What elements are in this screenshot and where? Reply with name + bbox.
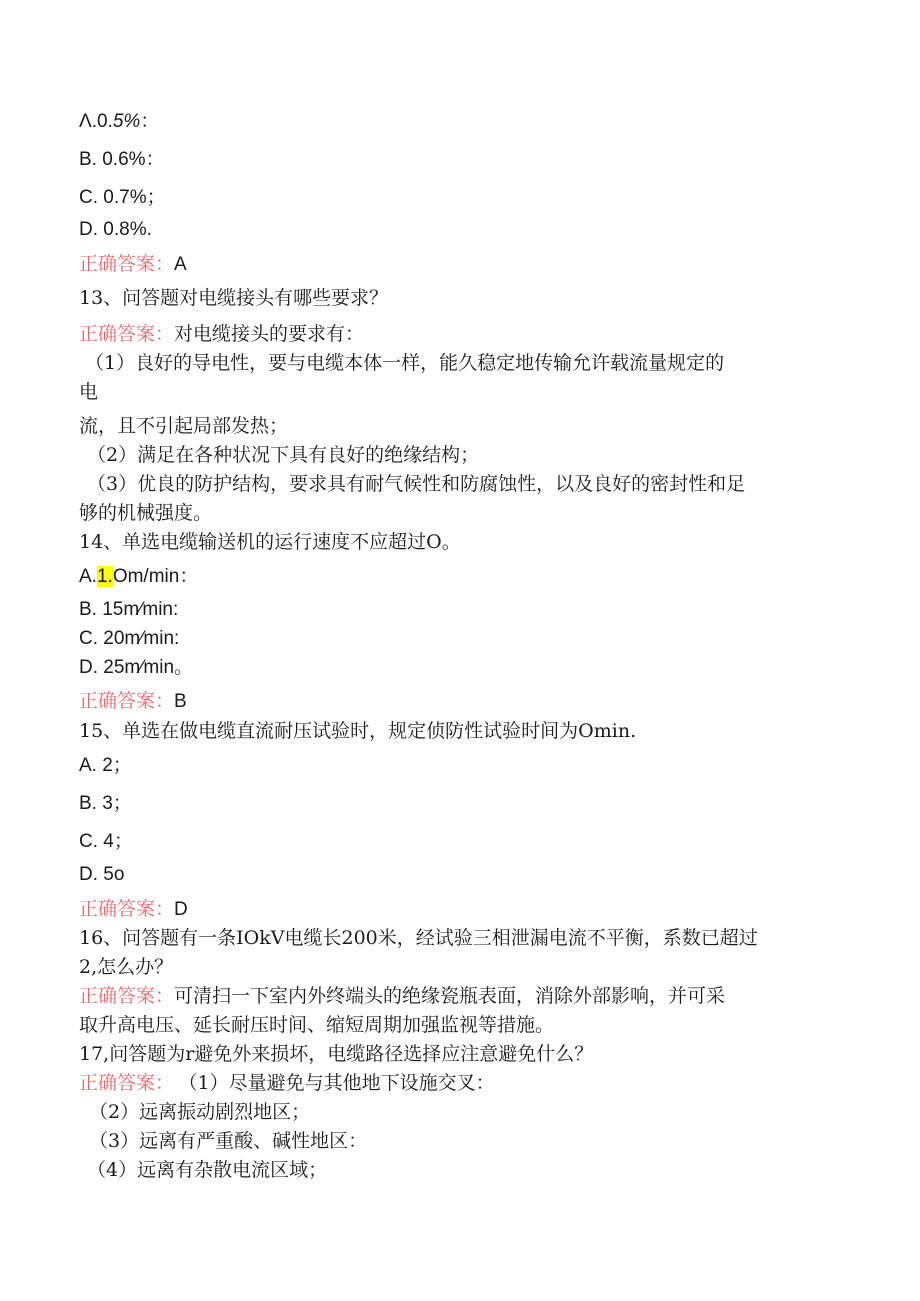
answer-q17-point3: （3）远离有严重酸、碱性地区： <box>89 1130 368 1152</box>
answer-q13-point2: （2）满足在各种状况下具有良好的绝缘结构； <box>87 444 480 466</box>
answer-q13-point3: （3）优良的防护结构，要求具有耐气候性和防腐蚀性，以及良好的密封性和足 <box>87 473 746 495</box>
option-b-q14: B. 15m⁄min: <box>79 599 179 620</box>
question-15: 15、单选在做电缆直流耐压试验时，规定侦防性试验时间为Omin. <box>79 720 637 742</box>
answer-value: （1）尽量避免与其他地下设施交叉： <box>188 1072 495 1094</box>
option-b-q12: B. 0.6%： <box>79 149 165 170</box>
answer-value: B <box>174 691 187 712</box>
option-d-q15: D. 5o <box>79 864 125 885</box>
option-b-q15: B. 3； <box>79 793 132 814</box>
answer-q13-point1-wrap: 电 <box>79 381 99 403</box>
option-c-q12: C. 0.7%； <box>79 187 166 208</box>
answer-label: 正确答案： <box>79 253 175 275</box>
answer-q13-point1: （1）良好的导电性，要与电缆本体一样，能久稳定地传输允许载流量规定的 <box>85 352 725 374</box>
answer-label: 正确答案： <box>79 1072 175 1094</box>
answer-q17-point4: （4）远离有杂散电流区域； <box>87 1159 328 1181</box>
question-16: 16、问答题有一条IOkV电缆长200米，经试验三相泄漏电流不平衡，系数已超过 <box>79 927 758 949</box>
option-c-q15: C. 4； <box>79 831 133 852</box>
answer-value: 可清扫一下室内外终端头的绝缘瓷瓶表面，消除外部影响，并可采 <box>174 985 726 1007</box>
answer-q13-point3-cont: 够的机械强度。 <box>79 502 213 524</box>
option-value: 5% <box>112 111 141 132</box>
question-13: 13、问答题对电缆接头有哪些要求？ <box>79 287 389 309</box>
option-d-q12: D. 0.8%. <box>79 219 152 240</box>
question-14: 14、单选电缆输送机的运行速度不应超过O。 <box>79 531 461 553</box>
answer-q17 <box>79 1070 495 1096</box>
answer-label: 正确答案： <box>79 985 175 1007</box>
answer-value: D <box>174 899 188 920</box>
answer-q13 <box>79 321 364 347</box>
answer-q17-point2: （2）远离振动剧烈地区； <box>89 1101 311 1123</box>
answer-value: A <box>174 254 187 275</box>
answer-q12 <box>79 251 187 278</box>
option-prefix: A. <box>79 566 97 587</box>
option-d-q14: D. 25m⁄min。 <box>79 657 194 678</box>
answer-value: 对电缆接头的要求有： <box>174 323 365 345</box>
question-17: 17,问答题为r避免外来损坏，电缆路径选择应注意避免什么？ <box>79 1043 594 1065</box>
highlighted-text: 1. <box>96 566 113 587</box>
option-punct: ： <box>140 111 160 132</box>
question-16-cont: 2,怎么办？ <box>79 956 174 978</box>
answer-q14 <box>79 688 187 715</box>
option-c-q14: C. 20m⁄min: <box>79 628 180 649</box>
answer-q16 <box>79 983 725 1009</box>
option-value: Om/min： <box>112 566 199 587</box>
option-a-q14 <box>79 564 198 590</box>
option-prefix: Λ.0. <box>79 111 113 132</box>
option-a-q15: A. 2； <box>79 755 132 776</box>
answer-label: 正确答案： <box>79 323 175 345</box>
answer-q13-point1-cont: 流，且不引起局部发热； <box>79 415 289 437</box>
answer-label: 正确答案： <box>79 898 175 920</box>
answer-q15 <box>79 896 188 923</box>
answer-label: 正确答案： <box>79 690 175 712</box>
option-a-q12 <box>79 109 159 135</box>
answer-q16-cont: 取升高电压、延长耐压时间、缩短周期加强监视等措施。 <box>79 1014 555 1036</box>
